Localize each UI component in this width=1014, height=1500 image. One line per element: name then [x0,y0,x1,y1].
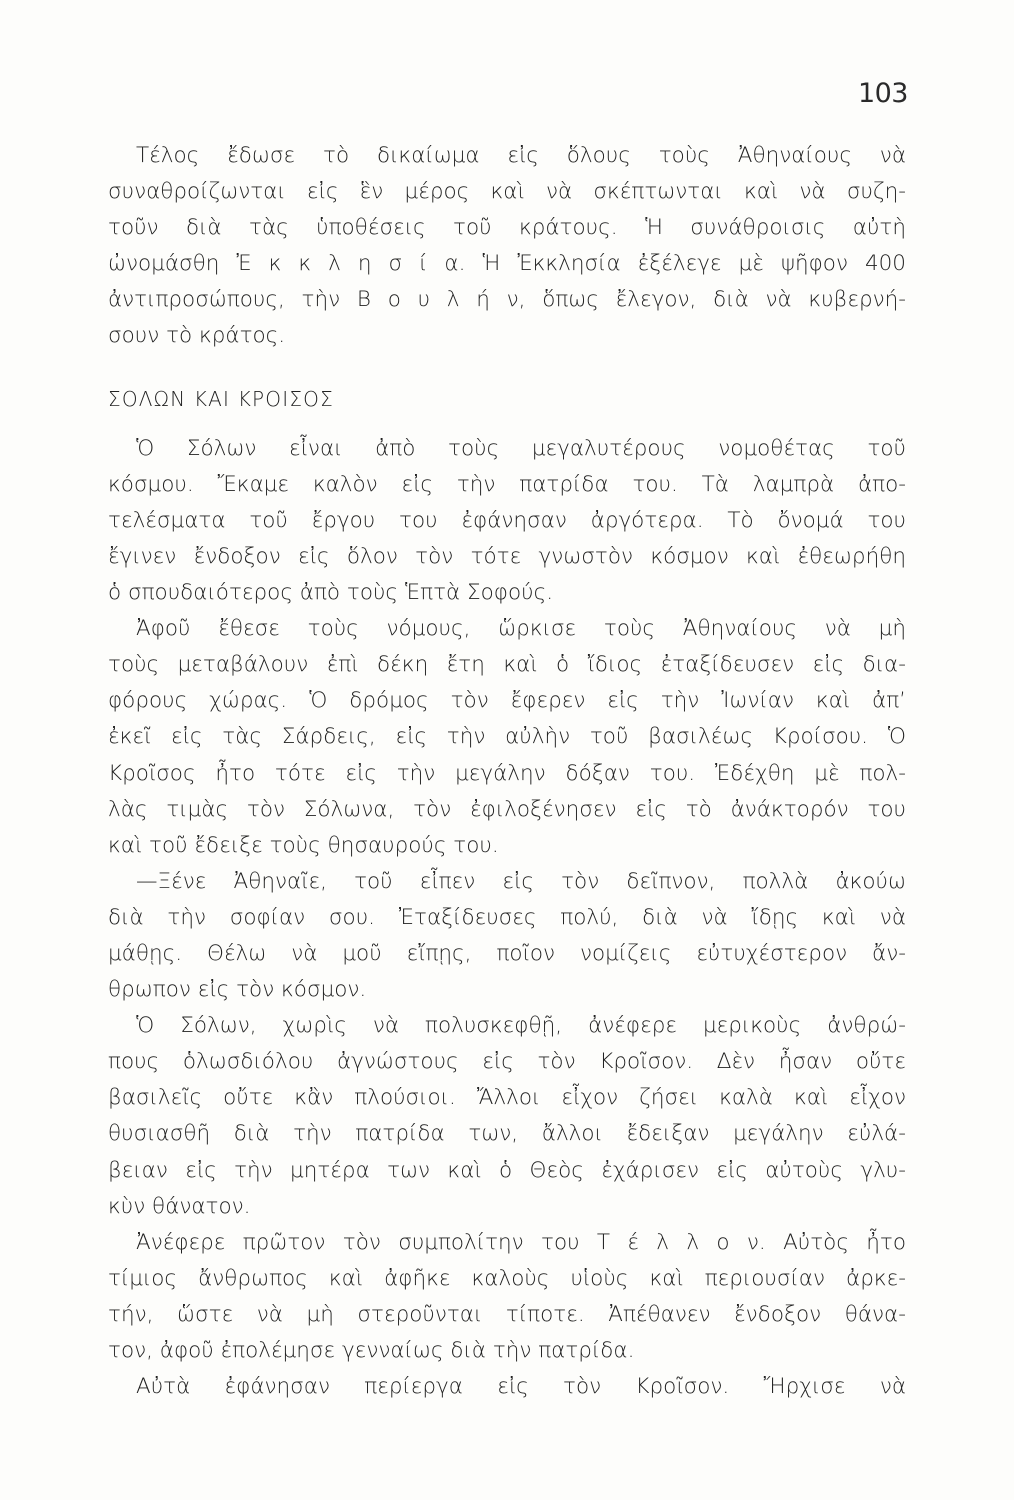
text-line: ὠνομάσθη Ἐ κ κ λ η σ ί α. Ἡ Ἐκκλησία ἐξέλεγε μὲ ψῆφον 400 [108,251,906,277]
paragraph-4 [108,864,906,1008]
text-line: πους ὁλωσδιόλου ἀγνώστους εἰς τὸν Κροῖσον. Δὲν ἦσαν οὔτε [108,1049,906,1075]
text-line: σουν τὸ κράτος. [108,323,286,349]
text-line: συναθροίζωνται εἰς ἓν μέρος καὶ νὰ σκέπτωνται καὶ νὰ συζη- [108,179,906,205]
text-line: ἀντιπροσώπους, τὴν Β ο υ λ ή ν, ὅπως ἔλεγον, διὰ νὰ κυβερνή- [108,287,906,313]
text-line: κόσμου. Ἔκαμε καλὸν εἰς τὴν πατρίδα του. Τὰ λαμπρὰ ἀπο- [108,471,906,497]
text-line: τίμιος ἄνθρωπος καὶ ἀφῆκε καλοὺς υἱοὺς καὶ περιουσίαν ἀρκε- [108,1265,906,1291]
text-line: λὰς τιμὰς τὸν Σόλωνα, τὸν ἐφιλοξένησεν εἰς τὸ ἀνάκτορόν του [108,796,906,822]
text-line: βασιλεῖς οὔτε κἂν πλούσιοι. Ἄλλοι εἶχον ζήσει καλὰ καὶ εἶχον [108,1085,906,1111]
paragraph-7 [108,1369,906,1405]
section-heading: ΣΟΛΩΝ ΚΑΙ ΚΡΟΙΣΟΣ [108,386,334,411]
text-line: ἐκεῖ εἰς τὰς Σάρδεις, εἰς τὴν αὐλὴν τοῦ βασιλέως Κροίσου. Ὁ [108,724,906,750]
text-line: Κροῖσος ἦτο τότε εἰς τὴν μεγάλην δόξαν του. Ἐδέχθη μὲ πολ- [108,760,906,786]
paragraph-6 [108,1225,906,1369]
text-line: Αὐτὰ ἐφάνησαν περίεργα εἰς τὸν Κροῖσον. Ἤρχισε νὰ [136,1374,906,1400]
text-line: τον, ἀφοῦ ἐπολέμησε γενναίως διὰ τὴν πατρίδα. [108,1338,635,1363]
text-line: Ἀφοῦ ἔθεσε τοὺς νόμους, ὥρκισε τοὺς Ἀθηναίους νὰ μὴ [136,616,906,642]
text-line: Τέλος ἔδωσε τὸ δικαίωμα εἰς ὅλους τοὺς Ἀθηναίους νὰ [136,143,906,168]
text-line: Ἀνέφερε πρῶτον τὸν συμπολίτην του Τ έ λ λ ο ν. Αὐτὸς ἦτο [136,1229,906,1255]
paragraph-3 [108,611,906,864]
text-line: διὰ τὴν σοφίαν σου. Ἐταξίδευσες πολύ, διὰ νὰ ἴδῃς καὶ νὰ [108,904,906,930]
paragraph-1 [108,138,906,355]
paragraph-2 [108,431,906,611]
text-line: τοῦν διὰ τὰς ὑποθέσεις τοῦ κράτους. Ἡ συνάθροισις αὐτὴ [108,215,906,241]
text-line: τελέσματα τοῦ ἔργου του ἐφάνησαν ἀργότερα. Τὸ ὄνομά του [108,507,906,533]
text-line: βειαν εἰς τὴν μητέρα των καὶ ὁ Θεὸς ἐχάρισεν εἰς αὐτοὺς γλυ- [108,1157,906,1183]
text-line: κὺν θάνατον. [108,1193,251,1219]
body-text [108,138,906,1405]
text-line: μάθῃς. Θέλω νὰ μοῦ εἴπῃς, ποῖον νομίζεις εὐτυχέστερον ἄν- [108,940,906,966]
text-line: ἔγινεν ἔνδοξον εἰς ὅλον τὸν τότε γνωστὸν κόσμον καὶ ἐθεωρήθη [108,543,906,569]
text-line: Ὁ Σόλων εἶναι ἀπὸ τοὺς μεγαλυτέρους νομοθέτας τοῦ [136,435,906,461]
text-line: ὁ σπουδαιότερος ἀπὸ τοὺς Ἑπτὰ Σοφούς. [108,580,554,606]
text-line: τοὺς μεταβάλουν ἐπὶ δέκη ἔτη καὶ ὁ ἴδιος ἐταξίδευσεν εἰς δια- [108,652,906,678]
text-line: φόρους χώρας. Ὁ δρόμος τὸν ἔφερεν εἰς τὴν Ἰωνίαν καὶ ἀπ’ [108,688,906,714]
text-line: Ὁ Σόλων, χωρὶς νὰ πολυσκεφθῇ, ἀνέφερε μερικοὺς ἀνθρώ- [136,1013,906,1039]
text-line: θρωπον εἰς τὸν κόσμον. [108,977,367,1003]
page-number: 103 [857,78,908,109]
text-line: θυσιασθῆ διὰ τὴν πατρίδα των, ἄλλοι ἔδειξαν μεγάλην εὐλά- [108,1121,906,1147]
text-line: καὶ τοῦ ἔδειξε τοὺς θησαυρούς του. [108,832,499,858]
text-line: —Ξένε Ἀθηναῖε, τοῦ εἶπεν εἰς τὸν δεῖπνον, πολλὰ ἀκούω [136,868,906,894]
text-line: τήν, ὥστε νὰ μὴ στεροῦνται τίποτε. Ἀπέθανεν ἔνδοξον θάνα- [108,1301,906,1327]
paragraph-5 [108,1008,906,1225]
